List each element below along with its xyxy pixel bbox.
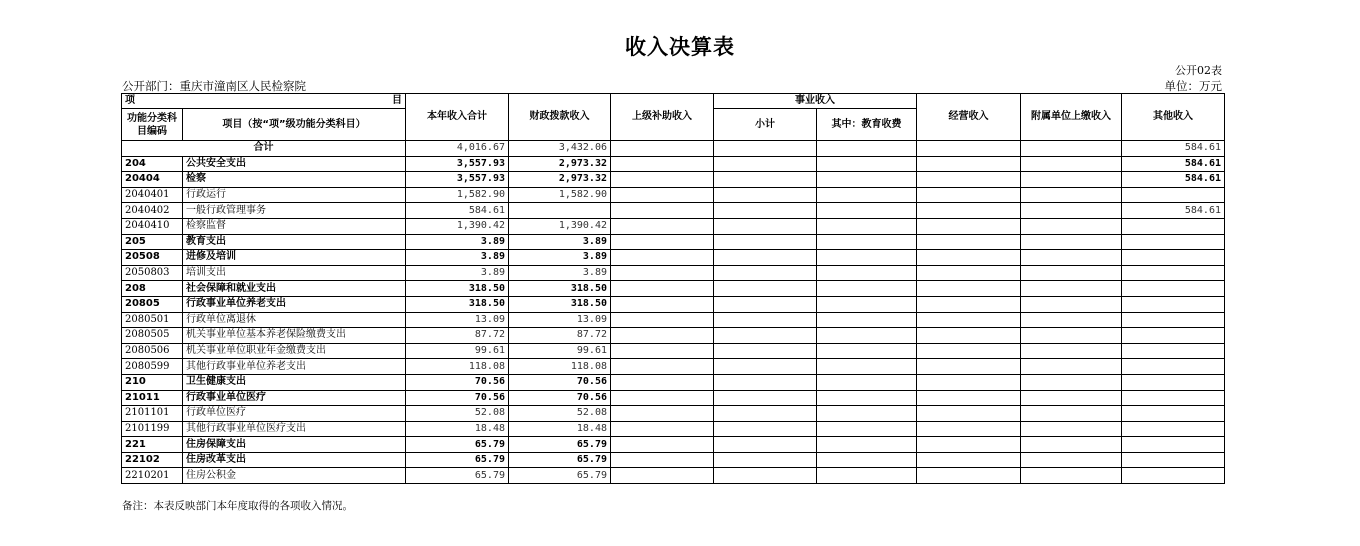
row-code: 2101101 (122, 406, 183, 422)
row-other (1122, 421, 1225, 437)
row-operating (917, 328, 1021, 344)
row-operating (917, 250, 1021, 266)
row-subtotal (714, 234, 817, 250)
row-subtotal (714, 328, 817, 344)
row-fiscal: 13.09 (509, 312, 611, 328)
row-affiliated (1021, 265, 1122, 281)
row-superior (611, 281, 714, 297)
row-fiscal: 318.50 (509, 281, 611, 297)
row-other (1122, 187, 1225, 203)
row-superior (611, 218, 714, 234)
row-fiscal: 1,390.42 (509, 218, 611, 234)
row-code: 210 (122, 374, 183, 390)
row-affiliated (1021, 437, 1122, 453)
row-subtotal (714, 265, 817, 281)
row-code: 2210201 (122, 468, 183, 484)
row-total: 3.89 (406, 265, 509, 281)
row-subtotal (714, 250, 817, 266)
row-operating (917, 312, 1021, 328)
header-affiliated: 附属单位上缴收入 (1021, 94, 1122, 141)
table-row (122, 468, 1225, 484)
row-education (817, 203, 917, 219)
row-total: 318.50 (406, 281, 509, 297)
row-superior (611, 234, 714, 250)
total-superior (611, 141, 714, 157)
row-affiliated (1021, 187, 1122, 203)
row-superior (611, 296, 714, 312)
row-affiliated (1021, 468, 1122, 484)
row-operating (917, 452, 1021, 468)
row-operating (917, 234, 1021, 250)
table-row (122, 374, 1225, 390)
row-operating (917, 437, 1021, 453)
row-affiliated (1021, 172, 1122, 188)
row-affiliated (1021, 390, 1122, 406)
row-other (1122, 359, 1225, 375)
row-subtotal (714, 374, 817, 390)
row-education (817, 406, 917, 422)
row-other (1122, 328, 1225, 344)
row-total: 52.08 (406, 406, 509, 422)
table-row (122, 328, 1225, 344)
row-name: 住房公积金 (183, 468, 406, 484)
row-name: 一般行政管理事务 (183, 203, 406, 219)
table-row (122, 343, 1225, 359)
row-affiliated (1021, 452, 1122, 468)
row-affiliated (1021, 406, 1122, 422)
row-subtotal (714, 156, 817, 172)
row-subtotal (714, 218, 817, 234)
row-subtotal (714, 187, 817, 203)
row-total: 70.56 (406, 374, 509, 390)
row-total: 3,557.93 (406, 156, 509, 172)
total-affiliated (1021, 141, 1122, 157)
table-row (122, 296, 1225, 312)
header-operating: 经营收入 (917, 94, 1021, 141)
header-xiang-mu (122, 94, 406, 109)
total-education (817, 141, 917, 157)
row-affiliated (1021, 250, 1122, 266)
row-education (817, 265, 917, 281)
table-row (122, 234, 1225, 250)
row-name: 进修及培训 (183, 250, 406, 266)
table-row (122, 452, 1225, 468)
row-education (817, 312, 917, 328)
page-title: 收入决算表 (625, 35, 735, 59)
row-code: 22102 (122, 452, 183, 468)
row-name: 卫生健康支出 (183, 374, 406, 390)
row-name: 公共安全支出 (183, 156, 406, 172)
row-operating (917, 390, 1021, 406)
row-other (1122, 343, 1225, 359)
row-education (817, 250, 917, 266)
row-code: 2080505 (122, 328, 183, 344)
row-operating (917, 187, 1021, 203)
row-superior (611, 172, 714, 188)
row-code: 21011 (122, 390, 183, 406)
row-total: 118.08 (406, 359, 509, 375)
row-subtotal (714, 468, 817, 484)
table-row (122, 250, 1225, 266)
row-name: 检察监督 (183, 218, 406, 234)
row-superior (611, 374, 714, 390)
table-row (122, 359, 1225, 375)
row-education (817, 390, 917, 406)
row-total: 99.61 (406, 343, 509, 359)
header-subtotal: 小计 (714, 109, 817, 141)
unit-label: 单位：万元 (1164, 79, 1222, 93)
row-code: 2080506 (122, 343, 183, 359)
row-operating (917, 296, 1021, 312)
header-business: 事业收入 (714, 94, 917, 109)
row-affiliated (1021, 234, 1122, 250)
table-row (122, 203, 1225, 219)
row-affiliated (1021, 296, 1122, 312)
row-fiscal: 2,973.32 (509, 156, 611, 172)
total-total: 4,016.67 (406, 141, 509, 157)
row-fiscal: 65.79 (509, 468, 611, 484)
row-name: 教育支出 (183, 234, 406, 250)
row-name: 住房改革支出 (183, 452, 406, 468)
row-other (1122, 312, 1225, 328)
row-total: 584.61 (406, 203, 509, 219)
row-affiliated (1021, 281, 1122, 297)
table-row (122, 218, 1225, 234)
header-education: 其中：教育收费 (817, 109, 917, 141)
row-superior (611, 187, 714, 203)
row-affiliated (1021, 343, 1122, 359)
total-other: 584.61 (1122, 141, 1225, 157)
row-fiscal: 70.56 (509, 374, 611, 390)
row-fiscal (509, 203, 611, 219)
row-other (1122, 296, 1225, 312)
row-subtotal (714, 421, 817, 437)
row-name: 住房保障支出 (183, 437, 406, 453)
total-fiscal: 3,432.06 (509, 141, 611, 157)
row-code: 2050803 (122, 265, 183, 281)
row-education (817, 234, 917, 250)
row-code: 20508 (122, 250, 183, 266)
row-fiscal: 70.56 (509, 390, 611, 406)
row-subtotal (714, 406, 817, 422)
table-row (122, 156, 1225, 172)
row-fiscal: 3.89 (509, 234, 611, 250)
row-superior (611, 156, 714, 172)
row-fiscal: 99.61 (509, 343, 611, 359)
row-other (1122, 390, 1225, 406)
header-other: 其他收入 (1122, 94, 1225, 141)
row-name: 其他行政事业单位养老支出 (183, 359, 406, 375)
table-row (122, 265, 1225, 281)
total-row (122, 141, 1225, 157)
total-subtotal (714, 141, 817, 157)
row-education (817, 437, 917, 453)
row-total: 1,582.90 (406, 187, 509, 203)
row-education (817, 328, 917, 344)
row-subtotal (714, 390, 817, 406)
row-code: 221 (122, 437, 183, 453)
header-xiang: 项 (125, 95, 135, 106)
row-education (817, 187, 917, 203)
row-name: 行政事业单位医疗 (183, 390, 406, 406)
row-other (1122, 250, 1225, 266)
table-row (122, 437, 1225, 453)
row-education (817, 281, 917, 297)
row-total: 65.79 (406, 452, 509, 468)
row-operating (917, 406, 1021, 422)
row-superior (611, 203, 714, 219)
row-education (817, 172, 917, 188)
row-other (1122, 281, 1225, 297)
row-fiscal: 1,582.90 (509, 187, 611, 203)
row-code: 208 (122, 281, 183, 297)
row-total: 18.48 (406, 421, 509, 437)
row-total: 1,390.42 (406, 218, 509, 234)
row-fiscal: 318.50 (509, 296, 611, 312)
row-subtotal (714, 281, 817, 297)
header-fiscal: 财政拨款收入 (509, 94, 611, 141)
row-code: 2101199 (122, 421, 183, 437)
row-name: 检察 (183, 172, 406, 188)
row-other (1122, 468, 1225, 484)
row-operating (917, 374, 1021, 390)
row-fiscal: 3.89 (509, 265, 611, 281)
row-subtotal (714, 343, 817, 359)
row-education (817, 359, 917, 375)
row-total: 3.89 (406, 250, 509, 266)
row-operating (917, 359, 1021, 375)
department-label: 公开部门：重庆市潼南区人民检察院 (122, 79, 306, 93)
row-subtotal (714, 437, 817, 453)
row-education (817, 421, 917, 437)
row-superior (611, 328, 714, 344)
row-superior (611, 437, 714, 453)
row-other (1122, 406, 1225, 422)
row-superior (611, 265, 714, 281)
row-code: 2040410 (122, 218, 183, 234)
table-row (122, 421, 1225, 437)
header-mu: 目 (392, 95, 402, 106)
form-number: 公开02表 (1175, 64, 1222, 77)
row-education (817, 374, 917, 390)
row-other (1122, 234, 1225, 250)
row-total: 70.56 (406, 390, 509, 406)
row-education (817, 452, 917, 468)
row-code: 2080599 (122, 359, 183, 375)
row-education (817, 218, 917, 234)
row-fiscal: 52.08 (509, 406, 611, 422)
row-total: 318.50 (406, 296, 509, 312)
row-superior (611, 343, 714, 359)
row-operating (917, 421, 1021, 437)
row-code: 2080501 (122, 312, 183, 328)
row-total: 65.79 (406, 437, 509, 453)
row-code: 204 (122, 156, 183, 172)
row-other (1122, 265, 1225, 281)
row-name: 行政事业单位养老支出 (183, 296, 406, 312)
row-superior (611, 468, 714, 484)
row-superior (611, 359, 714, 375)
row-operating (917, 281, 1021, 297)
row-affiliated (1021, 156, 1122, 172)
row-code: 2040401 (122, 187, 183, 203)
header-code: 功能分类科目编码 (122, 109, 183, 141)
row-operating (917, 343, 1021, 359)
row-affiliated (1021, 218, 1122, 234)
row-superior (611, 406, 714, 422)
row-name: 培训支出 (183, 265, 406, 281)
row-name: 社会保障和就业支出 (183, 281, 406, 297)
row-operating (917, 203, 1021, 219)
row-operating (917, 265, 1021, 281)
header-row (122, 94, 1225, 109)
row-operating (917, 156, 1021, 172)
row-other (1122, 452, 1225, 468)
row-fiscal: 18.48 (509, 421, 611, 437)
total-operating (917, 141, 1021, 157)
row-operating (917, 172, 1021, 188)
table-row (122, 390, 1225, 406)
row-total: 87.72 (406, 328, 509, 344)
row-affiliated (1021, 374, 1122, 390)
row-subtotal (714, 452, 817, 468)
footnote: 备注：本表反映部门本年度取得的各项收入情况。 (122, 500, 353, 512)
row-superior (611, 312, 714, 328)
income-table (121, 93, 1225, 484)
row-subtotal (714, 312, 817, 328)
row-fiscal: 2,973.32 (509, 172, 611, 188)
row-subtotal (714, 359, 817, 375)
row-other: 584.61 (1122, 203, 1225, 219)
row-operating (917, 468, 1021, 484)
row-code: 20404 (122, 172, 183, 188)
row-superior (611, 250, 714, 266)
row-other: 584.61 (1122, 156, 1225, 172)
row-code: 205 (122, 234, 183, 250)
row-name: 行政单位医疗 (183, 406, 406, 422)
row-education (817, 156, 917, 172)
row-fiscal: 3.89 (509, 250, 611, 266)
row-affiliated (1021, 312, 1122, 328)
row-affiliated (1021, 328, 1122, 344)
row-name: 行政运行 (183, 187, 406, 203)
row-code: 20805 (122, 296, 183, 312)
row-total: 3.89 (406, 234, 509, 250)
row-fiscal: 87.72 (509, 328, 611, 344)
row-fiscal: 118.08 (509, 359, 611, 375)
header-name: 项目（按“项”级功能分类科目） (183, 109, 406, 141)
row-affiliated (1021, 421, 1122, 437)
row-operating (917, 218, 1021, 234)
row-subtotal (714, 296, 817, 312)
row-education (817, 296, 917, 312)
row-subtotal (714, 172, 817, 188)
row-superior (611, 452, 714, 468)
row-other (1122, 374, 1225, 390)
row-name: 机关事业单位职业年金缴费支出 (183, 343, 406, 359)
total-label: 合计 (122, 141, 406, 157)
row-code: 2040402 (122, 203, 183, 219)
table-row (122, 281, 1225, 297)
row-other (1122, 218, 1225, 234)
row-total: 3,557.93 (406, 172, 509, 188)
row-superior (611, 390, 714, 406)
row-fiscal: 65.79 (509, 452, 611, 468)
row-education (817, 468, 917, 484)
header-total: 本年收入合计 (406, 94, 509, 141)
row-affiliated (1021, 359, 1122, 375)
table-row (122, 172, 1225, 188)
row-education (817, 343, 917, 359)
row-fiscal: 65.79 (509, 437, 611, 453)
table-row (122, 406, 1225, 422)
row-name: 行政单位离退休 (183, 312, 406, 328)
row-superior (611, 421, 714, 437)
table-row (122, 312, 1225, 328)
table-row (122, 187, 1225, 203)
row-total: 13.09 (406, 312, 509, 328)
row-name: 机关事业单位基本养老保险缴费支出 (183, 328, 406, 344)
row-affiliated (1021, 203, 1122, 219)
row-total: 65.79 (406, 468, 509, 484)
row-subtotal (714, 203, 817, 219)
header-superior: 上级补助收入 (611, 94, 714, 141)
row-name: 其他行政事业单位医疗支出 (183, 421, 406, 437)
row-other (1122, 437, 1225, 453)
row-other: 584.61 (1122, 172, 1225, 188)
